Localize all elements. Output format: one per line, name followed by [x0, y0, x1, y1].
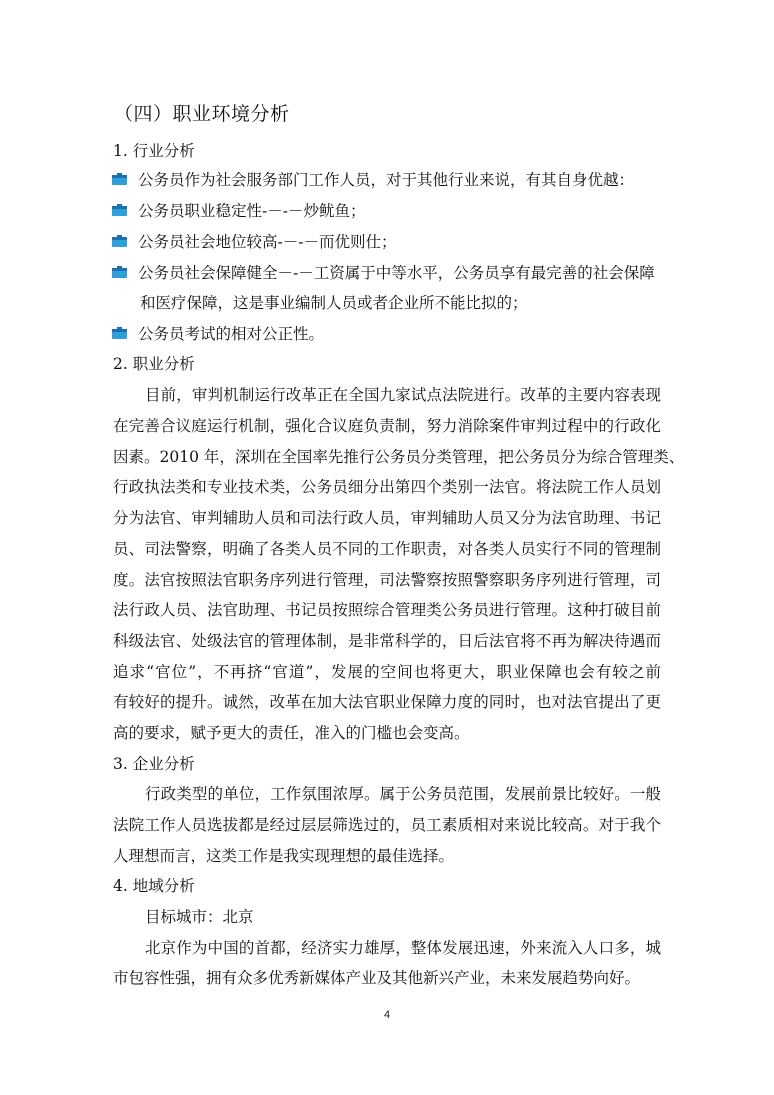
bullet-text: 公务员考试的相对公正性。	[138, 325, 325, 343]
industry-analysis-title: 1. 行业分析	[113, 142, 195, 160]
region-analysis-title: 4. 地域分析	[113, 877, 195, 895]
paragraph-line: 追求“官位”，不再挤“官道”，发展的空间也将更大，职业保障也会有较之前	[113, 663, 661, 681]
paragraph-line: 有较好的提升。诚然，改革在加大法官职业保障力度的同时，也对法官提出了更	[113, 693, 661, 711]
paragraph-line: 人理想而言，这类工作是我实现理想的最佳选择。	[113, 847, 455, 865]
career-analysis-title: 2. 职业分析	[113, 355, 195, 373]
paragraph-line: 行政执法类和专业技术类，公务员细分出第四个类别一法官。将法院工作人员划	[113, 478, 661, 496]
target-city: 目标城市：北京	[145, 908, 254, 926]
bullet-continuation: 和医疗保障，这是事业编制人员或者企业所不能比拟的；	[140, 294, 528, 312]
paragraph-line: 科级法官、处级法官的管理体制，是非常科学的，日后法官将不再为解决待遇而	[113, 632, 661, 650]
paragraph-line: 员、司法警察，明确了各类人员不同的工作职责，对各类人员实行不同的管理制	[113, 540, 661, 558]
bullet-text: 公务员职业稳定性-－-－炒鱿鱼；	[138, 202, 366, 220]
enterprise-analysis-title: 3. 企业分析	[113, 755, 195, 773]
paragraph-line: 高的要求，赋予更大的责任，准入的门槛也会变高。	[113, 724, 470, 742]
paragraph-line: 行政类型的单位，工作氛围浓厚。属于公务员范围，发展前景比较好。一般	[145, 785, 661, 803]
paragraph-line: 目前，审判机制运行改革正在全国九家试点法院进行。改革的主要内容表现	[145, 386, 661, 404]
paragraph-line: 在完善合议庭运行机制，强化合议庭负责制，努力消除案件审判过程中的行政化	[113, 417, 661, 435]
paragraph-line: 法院工作人员选拔都是经过层层筛选过的，员工素质相对来说比较高。对于我个	[113, 816, 661, 834]
paragraph-line: 北京作为中国的首都，经济实力雄厚，整体发展迅速，外来流入人口多，城	[145, 939, 661, 957]
paragraph-line: 法行政人员、法官助理、书记员按照综合管理类公务员进行管理。这种打破目前	[113, 601, 661, 619]
page-number: 4	[383, 1009, 391, 1021]
paragraph-line: 因素。2010 年，深圳在全国率先推行公务员分类管理，把公务员分为综合管理类、	[113, 448, 685, 466]
bullet-text: 公务员作为社会服务部门工作人员，对于其他行业来说，有其自身优越：	[138, 171, 635, 189]
paragraph-line: 分为法官、审判辅助人员和司法行政人员，审判辅助人员又分为法官助理、书记	[113, 509, 661, 527]
briefcase-icon	[112, 204, 127, 216]
paragraph-line: 市包容性强，拥有众多优秀新媒体产业及其他新兴产业，未来发展趋势向好。	[113, 969, 641, 987]
briefcase-icon	[112, 327, 127, 339]
briefcase-icon	[112, 235, 127, 247]
paragraph-line: 度。法官按照法官职务序列进行管理，司法警察按照警察职务序列进行管理，司	[113, 571, 661, 589]
briefcase-icon	[112, 173, 127, 185]
bullet-text: 公务员社会地位较高-－-－而优则仕；	[138, 233, 397, 251]
bullet-text: 公务员社会保障健全－-－工资属于中等水平，公务员享有最完善的社会保障	[138, 264, 655, 282]
briefcase-icon	[112, 266, 127, 278]
section-heading: （四）职业环境分析	[114, 103, 290, 125]
